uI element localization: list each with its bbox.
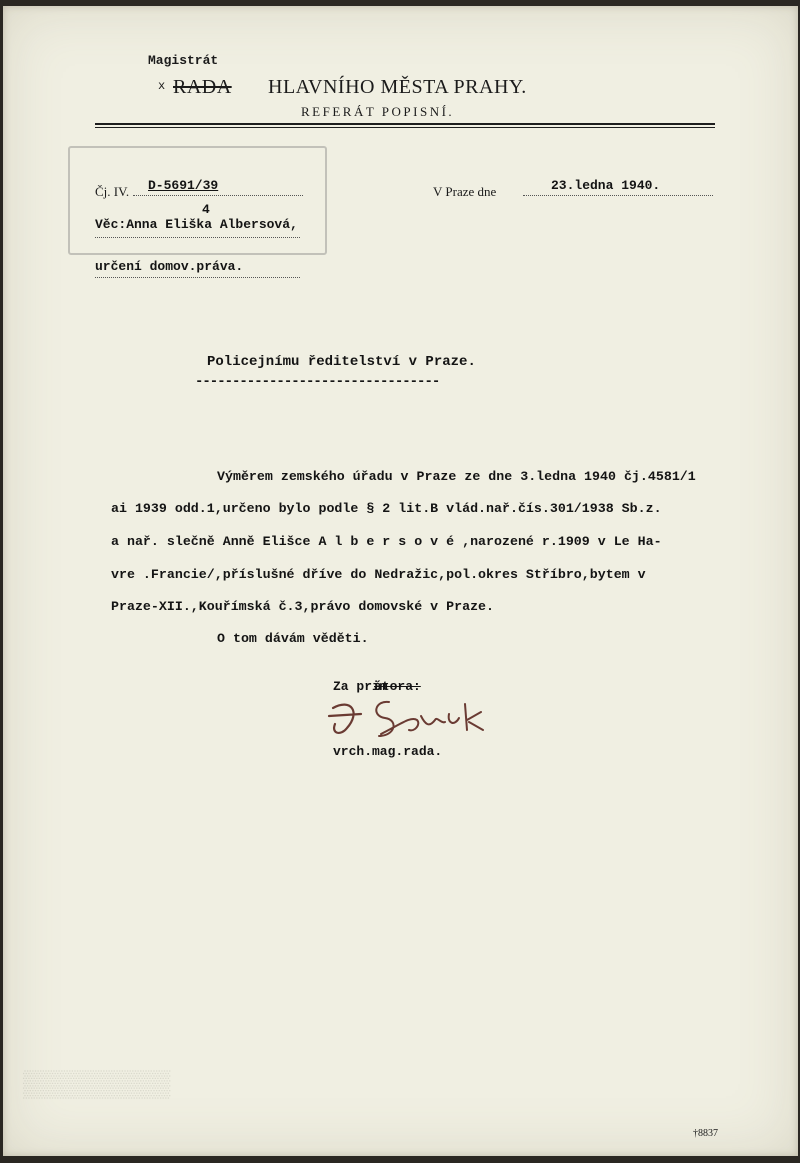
signatory-title: vrch.mag.rada. (333, 744, 443, 759)
letterhead-rule (95, 123, 715, 125)
faded-stamp (68, 146, 327, 255)
body-line-1: Výměrem zemského úřadu v Praze ze dne 3.ledna 1940 čj.4581/1 (217, 469, 696, 484)
subject-dotted-line (95, 237, 300, 238)
signature-za: Za prim (333, 679, 388, 694)
addressee-underline: --------------------------------- (195, 374, 440, 390)
subject-continuation: určení domov.práva. (95, 259, 244, 274)
cj-number: D-5691/39 (148, 178, 219, 193)
body-line-2: ai 1939 odd.1,určeno bylo podle § 2 lit.B vlád.nař.čís.301/1938 Sb.z. (111, 501, 662, 516)
letterhead-subtitle: REFERÁT POPISNÍ. (301, 104, 455, 119)
cj-suffix: 4 (202, 202, 210, 217)
addressee: Policejnímu ředitelství v Praze. (207, 354, 476, 370)
date-dotted-line (523, 195, 713, 196)
bleed-through-mark: ▒▒▒▒▒▒▒▒ (23, 1068, 171, 1098)
body-line-6: O tom dávám věděti. (217, 631, 369, 646)
place-date-label: V Praze dne (433, 184, 497, 199)
document-date: 23.ledna 1940. (551, 178, 661, 193)
letterhead-magistrat: Magistrát (148, 53, 219, 68)
footer-number: †8837 (693, 1128, 718, 1139)
subject-cont-dotted-line (95, 277, 300, 278)
cj-dotted-line (133, 195, 303, 196)
letterhead-struck-prefix: x (158, 79, 166, 93)
letterhead-rule-thin (95, 127, 715, 128)
body-line-3: a nař. slečně Anně Elišce A l b e r s o v é ,narozené r.1909 v Le Ha- (111, 534, 662, 549)
signature-za-struck: átora: (374, 679, 421, 694)
letterhead-title: HLAVNÍHO MĚSTA PRAHY. (268, 76, 527, 98)
body-line-4: vre .Francie/,příslušné dříve do Nedražic,pol.okres Stříbro,bytem v (111, 567, 646, 582)
subject-line: Věc:Anna Eliška Albersová, (95, 217, 298, 232)
handwritten-signature (321, 694, 501, 746)
letterhead-struck-rada: RADA (173, 76, 232, 98)
body-line-5: Praze-XII.,Kouřímská č.3,právo domovské v Praze. (111, 599, 495, 614)
cj-label: Čj. IV. (95, 184, 130, 199)
document-page (3, 6, 798, 1156)
